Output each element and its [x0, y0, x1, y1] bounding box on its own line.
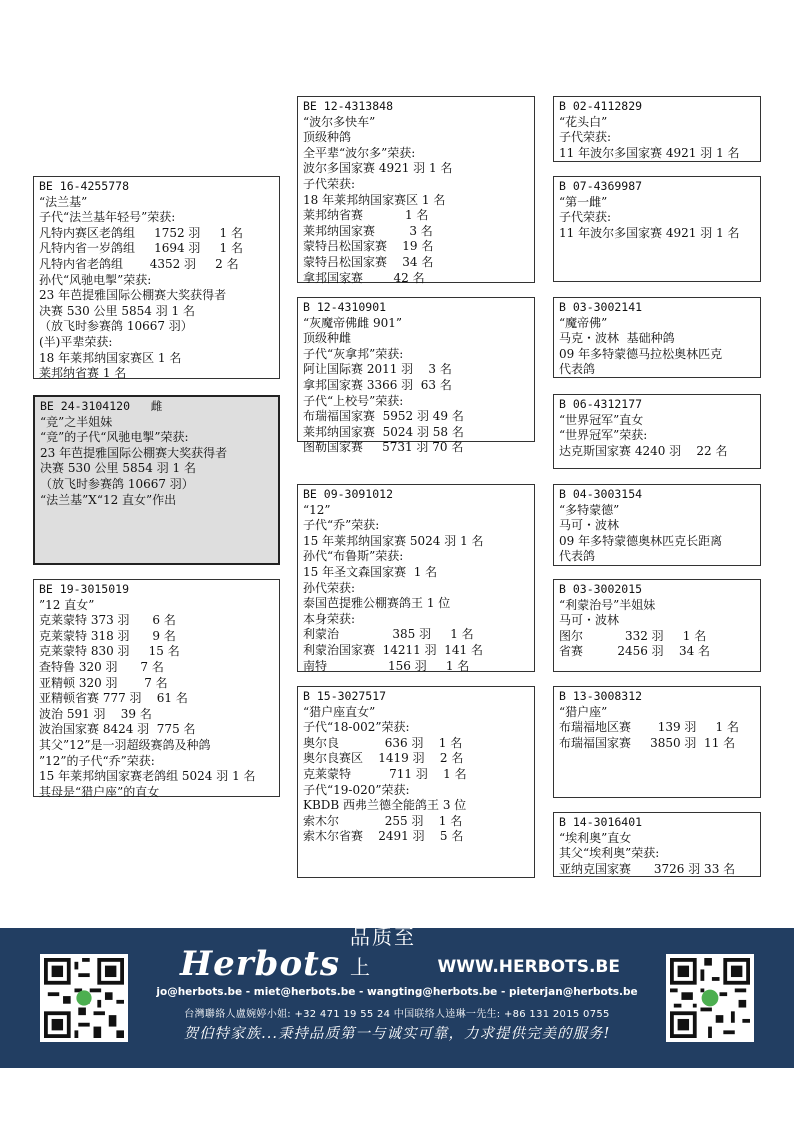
- pedigree-line: 18 年莱邦纳国家赛区 1 名: [303, 192, 446, 207]
- pedigree-line: KBDB 西弗兰德全能鸽王 3 位: [303, 798, 467, 813]
- pedigree-box-subject: [33, 395, 280, 565]
- pigeon-ring-number: B 03-3002141: [559, 300, 643, 314]
- wechat-icon: [702, 990, 719, 1007]
- pedigree-line: 11 年波尔多国家赛 4921 羽 1 名: [559, 225, 740, 240]
- pedigree-line: 子代“乔”荣获:: [303, 518, 380, 533]
- pedigree-line: 子代荣获:: [559, 210, 612, 225]
- pedigree-box-ggp-3: [553, 297, 761, 378]
- website-link[interactable]: WWW.HERBOTS.BE: [437, 957, 620, 977]
- pigeon-name: “花头白”: [559, 114, 608, 129]
- pedigree-box-dam: [33, 579, 280, 797]
- pedigree-line: 克莱蒙特 830 羽 15 名: [39, 644, 180, 659]
- pigeon-name: “利蒙治号”半姐妹: [559, 597, 656, 612]
- pedigree-line: 孙代“风驰电掣”荣获:: [39, 272, 152, 287]
- pedigree-line: 利蒙治国家赛 14211 羽 141 名: [303, 642, 483, 657]
- herbots-logo: Herbots: [180, 944, 340, 984]
- qr-code-left[interactable]: [40, 954, 128, 1042]
- pedigree-box-sire-dam: [297, 297, 535, 455]
- pedigree-line: 查特鲁 320 羽 7 名: [39, 659, 164, 674]
- pedigree-line: 决赛 530 公里 5854 羽 1 名: [40, 461, 196, 476]
- pedigree-line: 拿邦国家赛 3366 羽 63 名: [303, 377, 452, 392]
- pedigree-line: “法兰基”X“12 直女”作出: [40, 492, 177, 507]
- pedigree-line: 15 年莱邦纳国家赛老鸽组 5024 羽 1 名: [39, 769, 256, 784]
- pedigree-line: 达克斯国家赛 4240 羽 22 名: [559, 443, 728, 458]
- pedigree-line: 凡特内赛区老鸽组 1752 羽 1 名: [39, 225, 243, 240]
- pedigree-line: 省赛 2456 羽 34 名: [559, 644, 711, 659]
- pedigree-line: 布瑞福地区赛 139 羽 1 名: [559, 720, 739, 735]
- pedigree-line: 奥尔良赛区 1419 羽 2 名: [303, 751, 464, 766]
- pedigree-line: 孙代“布鲁斯”荣获:: [303, 549, 404, 564]
- pedigree-box-ggp-7: [553, 686, 761, 798]
- pedigree-line: 09 年多特蒙德马拉松奥林匹克: [559, 346, 723, 361]
- pedigree-box-dam-sire: [297, 484, 535, 672]
- pigeon-name: “猎户座”: [559, 704, 608, 719]
- pigeon-name: “埃利奥”直女: [559, 830, 632, 845]
- pigeon-name: ”12 直女”: [39, 597, 95, 612]
- pedigree-line: 孙代荣获:: [303, 580, 356, 595]
- wechat-line-icon: [76, 990, 91, 1005]
- pedigree-line: 图尔 332 羽 1 名: [559, 628, 707, 643]
- pedigree-line: （放飞时参赛鸽 10667 羽）: [40, 476, 194, 491]
- pedigree-line: 子代“19-020”荣获:: [303, 782, 410, 797]
- pigeon-ring-number: BE 19-3015019: [39, 582, 130, 596]
- pedigree-line: 波尔多国家赛 4921 羽 1 名: [303, 161, 453, 176]
- pedigree-line: 子代“18-002”荣获:: [303, 720, 410, 735]
- pedigree-line: “竞”的子代“风驰电掣”荣获:: [40, 430, 189, 445]
- email-list[interactable]: jo@herbots.be - miet@herbots.be - wangting@herbots.be - pieterjan@herbots.be: [156, 986, 638, 998]
- pigeon-ring-number: B 12-4310901: [303, 300, 387, 314]
- pigeon-ring-number: B 04-3003154: [559, 487, 643, 501]
- pedigree-line: 波治 591 羽 39 名: [39, 706, 152, 721]
- pigeon-ring-number: B 02-4112829: [559, 99, 643, 113]
- pedigree-line: 奥尔良 636 羽 1 名: [303, 735, 463, 750]
- pedigree-line: 阿让国际赛 2011 羽 3 名: [303, 362, 452, 377]
- pedigree-line: 23 年芭提雅国际公棚赛大奖获得者: [40, 445, 228, 460]
- pedigree-line: 索木尔省赛 2491 羽 5 名: [303, 829, 464, 844]
- pigeon-ring-number: B 06-4312177: [559, 397, 643, 411]
- pedigree-line: 莱邦纳国家赛 5024 羽 58 名: [303, 424, 464, 439]
- pedigree-line: 子代“灰拿邦”荣获:: [303, 346, 404, 361]
- pigeon-name: “波尔多快车”: [303, 114, 376, 129]
- pedigree-box-ggp-8: [553, 812, 761, 877]
- pedigree-line: 亚纳克国家赛 3726 羽 33 名: [559, 861, 736, 876]
- pedigree-line: 子代“上校号”荣获:: [303, 393, 404, 408]
- pigeon-name: “12”: [303, 502, 331, 517]
- pedigree-line: 布瑞福国家赛 5952 羽 49 名: [303, 409, 464, 424]
- pedigree-box-sire: [33, 176, 280, 379]
- pedigree-line: 代表鸽: [559, 362, 596, 377]
- pedigree-line: 克莱蒙特 711 羽 1 名: [303, 766, 467, 781]
- pedigree-line: 凡特内省老鸽组 4352 羽 2 名: [39, 256, 239, 271]
- pedigree-line: 蒙特吕松国家赛 19 名: [303, 239, 434, 254]
- pedigree-box-ggp-6: [553, 579, 761, 672]
- pedigree-line: 泰国芭提雅公棚赛鸽王 1 位: [303, 596, 451, 611]
- footer-banner: [0, 925, 794, 1068]
- pigeon-name: “魔帝佛”: [559, 315, 608, 330]
- pedigree-line: 本身荣获:: [303, 611, 356, 626]
- pedigree-line: 子代“法兰基年轻号”荣获:: [39, 210, 176, 225]
- motto-text: 贺伯特家族...秉持品质第一与诚实可靠，力求提供完美的服务!: [183, 1026, 611, 1042]
- pedigree-line: 莱邦纳省赛 1 名: [303, 208, 429, 223]
- pedigree-line: 其父”12”是一羽超级赛鸽及种鸽: [39, 737, 211, 752]
- pedigree-line: 其父“埃利奥”荣获:: [559, 846, 660, 861]
- pedigree-line: 拿邦国家赛 42 名: [303, 270, 425, 285]
- pigeon-ring-number: B 14-3016401: [559, 815, 643, 829]
- pedigree-line: 克莱蒙特 373 羽 6 名: [39, 613, 176, 628]
- pigeon-name: “世界冠军”直女: [559, 412, 644, 427]
- pedigree-line: 图勒国家赛 5731 羽 70 名: [303, 440, 464, 455]
- pedigree-line: 亚精顿省赛 777 羽 61 名: [39, 691, 188, 706]
- pedigree-line: 23 年芭提雅国际公棚赛大奖获得者: [39, 288, 227, 303]
- pigeon-name: “灰魔帝佛雌 901”: [303, 315, 402, 330]
- pedigree-line: (半)平辈荣获:: [39, 334, 113, 349]
- pigeon-ring-number: B 03-3002015: [559, 582, 643, 596]
- pedigree-line: 利蒙治 385 羽 1 名: [303, 627, 474, 642]
- pedigree-line: 子代荣获:: [303, 176, 356, 191]
- pedigree-line: 莱邦纳省赛 1 名: [39, 366, 127, 381]
- pedigree-line: 马可・波林: [559, 518, 620, 533]
- pedigree-line: 亚精顿 320 羽 7 名: [39, 675, 168, 690]
- pedigree-line: 18 年莱邦纳国家赛区 1 名: [39, 350, 182, 365]
- pedigree-box-dam-dam: [297, 686, 535, 878]
- pedigree-line: 蒙特吕松国家赛 34 名: [303, 254, 434, 269]
- qr-code-icon: [670, 958, 750, 1038]
- pedigree-line: 全平辈“波尔多”荣获:: [303, 145, 416, 160]
- pedigree-line: 索木尔 255 羽 1 名: [303, 813, 463, 828]
- pedigree-line: （放飞时参赛鸽 10667 羽）: [39, 319, 193, 334]
- brand-row: [180, 925, 620, 984]
- pedigree-line: 凡特内省一岁鸽组 1694 羽 1 名: [39, 241, 243, 256]
- pigeon-ring-number: BE 24-3104120 雌: [40, 399, 163, 413]
- pigeon-name: “第一雌”: [559, 194, 608, 209]
- qr-code-right[interactable]: [666, 954, 754, 1042]
- qr-code-icon: [44, 958, 124, 1038]
- slogan-text: 品质至上: [349, 925, 416, 979]
- pigeon-ring-number: B 13-3008312: [559, 689, 643, 703]
- pedigree-line: “世界冠军”荣获:: [559, 428, 648, 443]
- pedigree-line: 马可・波林: [559, 613, 620, 628]
- pigeon-name: “猎户座直女”: [303, 704, 376, 719]
- pedigree-box-ggp-5: [553, 484, 761, 566]
- pigeon-name: “多特蒙德”: [559, 502, 620, 517]
- pedigree-line: 莱邦纳国家赛 3 名: [303, 223, 433, 238]
- contact-phones: 台灣聯絡人盧婉婷小姐: +32 471 19 55 24 中国联络人逵琳一先生: +86 131 2015 0755: [184, 1009, 610, 1020]
- pedigree-box-sire-sire: [297, 96, 535, 283]
- pedigree-line: 克莱蒙特 318 羽 9 名: [39, 628, 176, 643]
- pigeon-name: “竞”之半姐妹: [40, 414, 113, 429]
- pedigree-box-ggp-1: [553, 96, 761, 162]
- pedigree-box-ggp-4: [553, 394, 761, 469]
- pigeon-ring-number: B 07-4369987: [559, 179, 643, 193]
- pigeon-ring-number: BE 12-4313848: [303, 99, 394, 113]
- pedigree-line: 决赛 530 公里 5854 羽 1 名: [39, 303, 195, 318]
- pedigree-line: 布瑞福国家赛 3850 羽 11 名: [559, 735, 736, 750]
- pedigree-line: 子代荣获:: [559, 130, 612, 145]
- pedigree-line: 11 年波尔多国家赛 4921 羽 1 名: [559, 145, 740, 160]
- pedigree-line: 其母是“猎户座”的直女: [39, 784, 160, 799]
- pedigree-line: ”12”的子代“乔”荣获:: [39, 753, 155, 768]
- pedigree-line: 顶级种鸽: [303, 130, 352, 145]
- pedigree-line: 顶级种雌: [303, 331, 352, 346]
- pigeon-ring-number: BE 16-4255778: [39, 179, 130, 193]
- pedigree-line: 南特 156 羽 1 名: [303, 658, 470, 673]
- pedigree-line: 09 年多特蒙德奥林匹克长距离: [559, 533, 723, 548]
- pigeon-name: “法兰基”: [39, 194, 88, 209]
- pedigree-line: 波治国家赛 8424 羽 775 名: [39, 722, 196, 737]
- pedigree-line: 15 年圣文森国家赛 1 名: [303, 564, 438, 579]
- pedigree-line: 马克・波林 基础种鸽: [559, 331, 675, 346]
- pedigree-box-ggp-2: [553, 176, 761, 282]
- pigeon-ring-number: B 15-3027517: [303, 689, 387, 703]
- pedigree-line: 15 年莱邦纳国家赛 5024 羽 1 名: [303, 533, 484, 548]
- pedigree-line: 代表鸽: [559, 549, 596, 564]
- pigeon-ring-number: BE 09-3091012: [303, 487, 394, 501]
